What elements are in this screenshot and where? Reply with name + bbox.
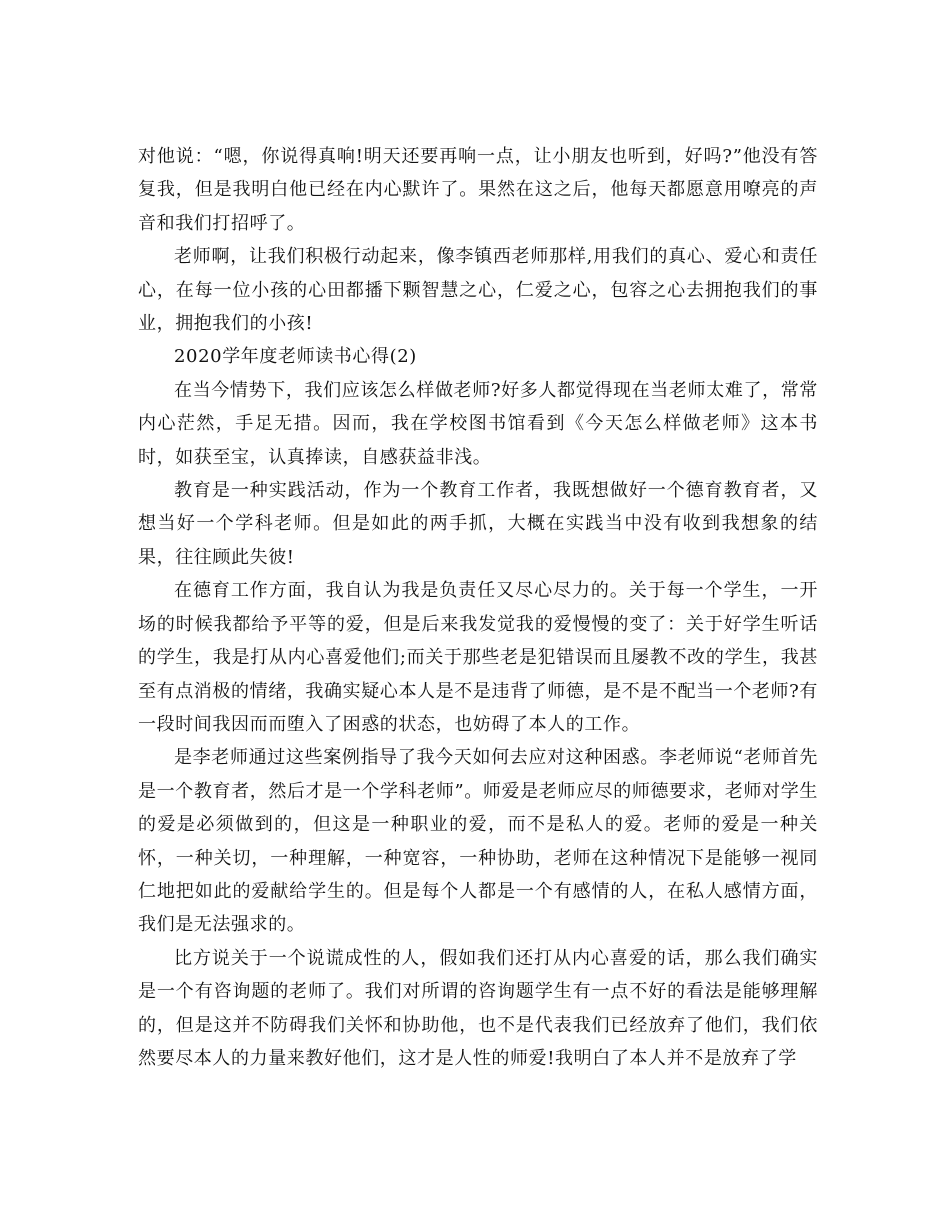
paragraph: 教育是一种实践活动，作为一个教育工作者，我既想做好一个德育教育者，又想当好一个学科老师。但是如此的两手抓，大概在实践当中没有收到我想象的结果，往往顾此失彼!	[138, 480, 818, 568]
paragraph: 老师啊，让我们积极行动起来，像李镇西老师那样,用我们的真心、爱心和责任心，在每一位小孩的心田都播下颗智慧之心，仁爱之心，包容之心去拥抱我们的事业，拥抱我们的小孩!	[138, 246, 818, 335]
section-heading: 2020学年度老师读书心得(2)	[174, 346, 417, 368]
document-body	[138, 140, 818, 1075]
paragraph: 在德育工作方面，我自认为我是负责任又尽心尽力的。关于每一个学生，一开场的时候我都给予平等的爱，但是后来我发觉我的爱慢慢的变了：关于好学生听话的学生，我是打从内心喜爱他们;而关于那些老是犯错误而且屡教不改的学生，我甚至有点消极的情绪，我确实疑心本人是不是违背了师德，是不是不配当一个老师?有一段时间我因而而堕入了困惑的状态，也妨碍了本人的工作。	[138, 580, 818, 735]
paragraph: 比方说关于一个说谎成性的人，假如我们还打从内心喜爱的话，那么我们确实是一个有咨询题的老师了。我们对所谓的咨询题学生有一点不好的看法是能够理解的，但是这并不防碍我们关怀和协助他，也不是代表我们已经放弃了他们，我们依然要尽本人的力量来教好他们，这才是人性的师爱!我明白了本人并不是放弃了学	[138, 947, 818, 1069]
paragraph: 在当今情势下，我们应该怎么样做老师?好多人都觉得现在当老师太难了，常常内心茫然，手足无措。因而，我在学校图书馆看到《今天怎么样做老师》这本书时，如获至宝，认真捧读，自感获益非浅。	[138, 379, 818, 468]
paragraph: 是李老师通过这些案例指导了我今天如何去应对这种困惑。李老师说“老师首先是一个教育者，然后才是一个学科老师”。师爱是老师应尽的师德要求，老师对学生的爱是必须做到的，但这是一种职业的爱，而不是私人的爱。老师的爱是一种关怀，一种关切，一种理解，一种宽容，一种协助，老师在这种情况下是能够一视同仁地把如此的爱献给学生的。但是每个人都是一个有感情的人，在私人感情方面，我们是无法强求的。	[138, 747, 818, 936]
paragraph-continuation: 对他说：“嗯，你说得真响!明天还要再响一点，让小朋友也听到，好吗?”他没有答复我，但是我明白他已经在内心默许了。果然在这之后，他每天都愿意用嘹亮的声音和我们打招呼了。	[138, 146, 818, 234]
